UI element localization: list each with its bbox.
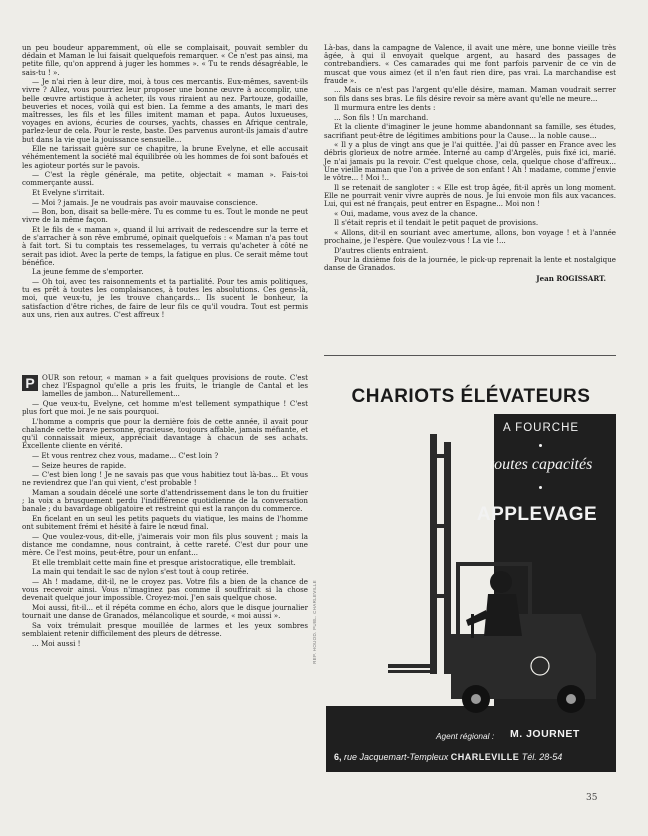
article-paragraph: Maman a soudain décelé une sorte d'attendrissement dans le ton du fruitier ; la voix a brusquement perdu l'indifférence quotidienne de la conversation banale ; du bavardage obligatoire et restreint qui est la rançon du commerce.: [22, 487, 308, 514]
ad-subtitle-capacites: toutes capacités: [489, 456, 593, 473]
article-paragraph: — Seize heures de rapide.: [32, 460, 127, 470]
article-column-left-bottom: [22, 374, 308, 649]
article-paragraph: — Oh toi, avec tes raisonnements et ta partialité. Pour tes amis politiques, tu es prêt à toutes les complaisances, à toutes les absolutions. Ces gens-là, moi, que veux-tu, je les trouve chançards... Ils sucent le bonheur, la satisfaction d'être riches, de faire de leur fils ce qu'il voudra. Tout est permis aux uns, rien aux autres. C'est affreux !: [22, 277, 308, 319]
article-column-left-top: [22, 44, 308, 320]
article-paragraph: « Il y a plus de vingt ans que je l'ai quittée. J'ai dû passer en France avec les débris glorieux de notre armée. Interné au camp d'Argelès, puis fixé ici, marié. Je n'ai jamais pu la revoir. C'est quelque chose, cela, quelque chose d'affreux... Une vieille maman que l'on a privée de son enfant ! Ah ! madame, comme j'envie le vôtre... ! Moi !..: [324, 140, 616, 182]
article-paragraph: — Ah ! madame, dit-il, ne le croyez pas. Votre fils a bien de la chance de vous recevoir ainsi. Vous n'imaginez pas comme il souffrirait si la chose devenait quelque jour impossible. Croyez-moi. J'en sais quelque chose.: [22, 576, 308, 603]
article-paragraph: ... Mais ce n'est pas l'argent qu'elle désire, maman. Maman voudrait serrer son fils dans ses bras. Le fils désire revoir sa mère avant qu'elle ne meure...: [324, 85, 616, 103]
article-paragraph: ... Son fils ! Un marchand.: [334, 112, 429, 122]
column-divider-rule: [324, 355, 616, 356]
article-paragraph: La main qui tendait le sac de nylon s'est tout à coup retirée.: [32, 567, 249, 577]
article-paragraph: Il se retenait de sangloter : « Elle est trop âgée, fit-il après un long moment. Elle ne pourrait venir vivre auprès de nous. Je lui envoie mon fils aux vacances. Lui, qui est né français, peut entrer en Espagne... Moi non !: [324, 182, 616, 208]
advertisement: [326, 374, 616, 772]
article-paragraph: D'autres clients entraient.: [334, 245, 429, 255]
ad-subtitle-fourche: A FOURCHE: [502, 422, 580, 434]
article-paragraph: Pour la dixième fois de la journée, le pick-up reprenait la lente et nostalgique danse de Granados.: [324, 255, 616, 273]
ad-headline: CHARIOTS ÉLÉVATEURS: [351, 386, 591, 407]
article-paragraph: Et Evelyne s'irritait.: [32, 188, 105, 198]
article-paragraph: — Je n'ai rien à leur dire, moi, à tous ces mercantis. Eux-mêmes, savent-ils vivre ? Allez, vous pourriez leur proposer une bonne œuvre à accomplir, une belle œuvre artistique à acheter, ils vous riraient au nez. Partouze, godaille, beuveries et noces, voilà qui est bien. La femme a des amants, le mari des maîtresses, les fils et les filles imitent maman et papa. Autos luxueuses, voyages en avions, écuries de courses, yachts, chasses en Afrique centrale, parlez-leur de cela. Pour le reste, baste. Des parvenus auront-ils jamais d'autre but dans la vie que la jouissance sensuelle...: [22, 77, 308, 144]
article-paragraph: Là-bas, dans la campagne de Valence, il avait une mère, une bonne vieille très âgée, à qui il envoyait quelque argent, au hasard des passages de contrebandiers. « Ces camarades qui me font parfois parvenir de ce vin de muscat que vous aimez (et il n'en faut rien dire, pas vrai. La marchandise est fraude ».: [324, 43, 616, 85]
ad-separator-dot: [539, 486, 542, 489]
article-paragraph: — Que voulez-vous, dit-elle, j'aimerais voir mon fils plus souvent ; mais la distance me condamne, nous contraint, à cette rareté. C'est dur pour une mère. Ce l'est moins, peut-être, pour un enfant...: [22, 531, 308, 558]
drop-cap: P: [22, 375, 38, 391]
article-paragraph: Et le fils de « maman », quand il lui arrivait de redescendre sur la terre et de s'arracher à son rêve embrumé, opinait quelquefois : « Maman n'a pas tout à fait tort. Si tu comptais tes ressemelages, tu verrais qu'acheter à côté ne serait pas idiot. Avec la perte de temps, la fatigue en plus. Ce serait même tout bénéfice.: [22, 225, 308, 267]
article-paragraph: En ficelant en un seul les petits paquets du viatique, les mains de l'homme ont subitement frémi et hésité à faire le nœud final.: [22, 513, 308, 532]
article-paragraph: Elle ne tarissait guère sur ce chapitre, la brune Evelyne, et elle accusait véhémentement la société mal équilibrée où les hommes de foi sont bafoués et les agioteur portés sur le pavois.: [22, 144, 308, 170]
article-paragraph: Moi aussi, fit-il... et il répéta comme en écho, alors que le disque journalier tournait une danse de Granados, mélancolique et sourde, « moi aussi ».: [22, 602, 308, 621]
section-opening-paragraph: [22, 374, 308, 399]
article-paragraph: « Allons, dit-il en souriant avec amertume, allons, bon voyage ! et à l'année prochaine, je l'espère. Que voulez-vous ! La vie !...: [324, 227, 616, 245]
article-paragraph: Il murmura entre les dents :: [334, 103, 436, 113]
article-column-right-top: [324, 44, 616, 283]
article-paragraph: Sa voix trémulait presque mouillée de larmes et les yeux sombres semblaient retenir difficilement des pleurs de détresse.: [22, 620, 308, 638]
ad-brand-name: APPLEVAGE: [476, 504, 598, 525]
article-paragraph: — Moi ? jamais. Je ne voudrais pas avoir mauvaise conscience.: [32, 197, 258, 207]
article-paragraph: — Bon, bon, disait sa belle-mère. Tu es comme tu es. Tout le monde ne peut vivre de la même façon.: [22, 207, 308, 225]
article-paragraph: La jeune femme de s'emporter.: [32, 267, 144, 277]
ad-address-number: 6,: [334, 752, 342, 762]
article-paragraph: Et elle tremblait cette main fine et presque aristocratique, elle tremblait.: [32, 557, 296, 567]
article-paragraph: L'homme a compris que pour la dernière fois de cette année, il avait pour chalande cette brave personne, gracieuse, toujours affable, jamais méfiante, et qu'il connaissait mieux, appréciait davantage à chacun de ses achats. Excellente cliente en vérité.: [22, 416, 308, 451]
article-paragraph: ... Moi aussi !: [32, 638, 81, 648]
article-paragraph: un peu boudeur apparemment, où elle se complaisait, pouvait sembler du dédain et Maman le lui faisait quelquefois remarquer. « Ce n'est pas ainsi, ma petite fille, qu'on apprend à juger les hommes ». « Tu te rends désagréable, le sais-tu ! ».: [22, 43, 308, 77]
ad-address-street: rue Jacquemart-Templeux: [344, 752, 449, 762]
article-paragraph: — C'est la règle générale, ma petite, objectait « maman ». Fais-toi commerçante aussi.: [22, 170, 308, 188]
article-paragraph: Il s'était repris et il tendait le petit paquet de provisions.: [334, 218, 539, 228]
article-paragraph: — Que veux-tu, Evelyne, cet homme m'est tellement sympathique ! C'est plus fort que moi. Je ne sais pourquoi.: [22, 399, 308, 417]
article-paragraph: Et la cliente d'imaginer le jeune homme abandonnant sa famille, ses études, sacrifiant peut-être de légitimes ambitions pour la Cause... la noble cause...: [324, 122, 616, 140]
ad-separator-dot: [539, 444, 542, 447]
ad-address: [334, 752, 608, 762]
ad-agent-label: Agent régional :: [436, 731, 495, 741]
page-number: 35: [586, 793, 598, 803]
ad-address-city: CHARLEVILLE: [450, 752, 520, 762]
opening-text: OUR son retour, « maman » a fait quelques provisions de route. C'est chez l'Espagnol qu'elle a pris les fruits, le triangle de Cantal et les lamelles de jambon... Naturellement...: [42, 373, 308, 399]
article-paragraph: « Oui, madame, vous avez de la chance.: [334, 208, 478, 218]
ad-credit-text: REP. HOUOD. PUBL. CHARLEVILLE: [312, 580, 317, 664]
article-paragraph: — C'est bien long ! Je ne savais pas que vous habitiez tout là-bas... Et vous ne reviendrez que l'an qui vient, c'est probable !: [22, 470, 308, 488]
article-paragraph: — Et vous rentrez chez vous, madame... C'est loin ?: [32, 451, 219, 460]
ad-agent-name: M. JOURNET: [510, 728, 580, 740]
ad-phone: Tél. 28-54: [521, 752, 563, 762]
author-signature: Jean ROGISSART.: [536, 273, 606, 283]
